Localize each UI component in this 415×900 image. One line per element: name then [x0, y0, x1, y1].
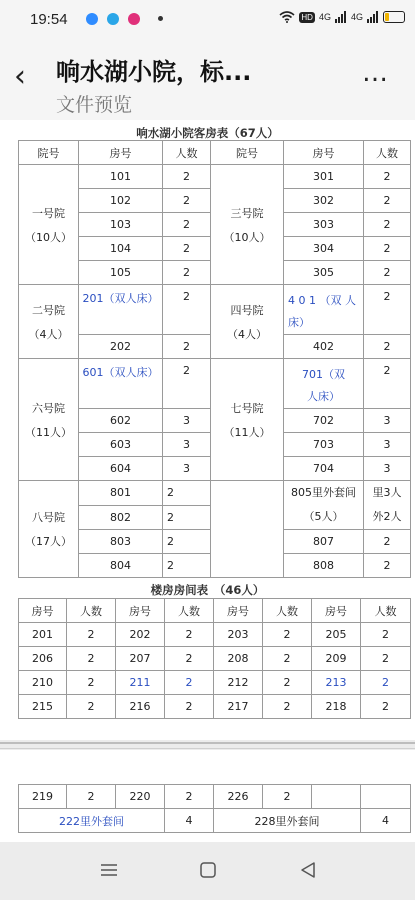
room-cell: 102 [79, 189, 163, 213]
people-cell: 2 [163, 189, 211, 213]
signal-icon [335, 11, 347, 23]
navigation-bar [0, 848, 415, 900]
special-room-count: （5人） [303, 510, 344, 523]
status-time: 19:54 [30, 11, 68, 28]
people-cell: 2 [165, 623, 214, 647]
room-cell: 302 [284, 189, 364, 213]
courtyard-count: （11人） [25, 425, 72, 439]
back-triangle-icon[interactable] [299, 860, 317, 880]
people-cell: 2 [364, 261, 411, 285]
courtyard-count: （10人） [223, 230, 271, 244]
courtyard-cell [19, 285, 79, 359]
people-cell: 2 [163, 165, 211, 189]
header-cell: 房号 [116, 599, 165, 623]
people-cell: 2 [67, 647, 116, 671]
people-cell: 2 [364, 554, 411, 578]
app-notification-icon [86, 13, 98, 25]
courtyard-count: （10人） [25, 230, 72, 244]
people-cell: 2 [163, 285, 211, 335]
people-cell: 2 [163, 213, 211, 237]
app-notification-icon [128, 13, 140, 25]
people-cell: 2 [364, 213, 411, 237]
people-cell: 2 [364, 335, 411, 359]
room-cell: 704 [284, 457, 364, 481]
page-divider [0, 742, 415, 744]
courtyard-name: 二号院 [32, 303, 65, 317]
courtyard-cell [211, 285, 284, 359]
room-cell: 702 [284, 409, 364, 433]
table-row [19, 165, 411, 189]
header-cell: 房号 [79, 141, 163, 165]
header-cell: 人数 [361, 599, 411, 623]
special-room-cell: 222里外套间 [19, 809, 165, 833]
people-cell: 2 [67, 623, 116, 647]
room-cell: 101 [79, 165, 163, 189]
special-room-name: 805里外套间 [291, 486, 356, 499]
header-cell: 房号 [214, 599, 263, 623]
courtyard-name: 一号院 [32, 206, 65, 220]
table-row [19, 785, 411, 809]
room-cell: 104 [79, 237, 163, 261]
empty-cell [211, 481, 284, 578]
people-cell: 2 [364, 530, 411, 554]
room-cell: 220 [116, 785, 165, 809]
people-cell [361, 785, 411, 809]
more-notifications-icon [158, 16, 163, 21]
room-cell: 207 [116, 647, 165, 671]
header-cell: 人数 [263, 599, 312, 623]
wifi-icon [279, 11, 295, 23]
people-cell: 2 [163, 335, 211, 359]
room-cell: 202 [79, 335, 163, 359]
table-header-row [19, 141, 411, 165]
guest-room-table [18, 140, 411, 578]
room-cell: 219 [19, 785, 67, 809]
table-row [19, 481, 411, 506]
room-cell: 215 [19, 695, 67, 719]
courtyard-cell [211, 359, 284, 481]
table-row [19, 623, 411, 647]
more-options-button[interactable]: … [362, 58, 391, 88]
room-cell: 226 [214, 785, 263, 809]
courtyard-count: （17人） [25, 535, 72, 548]
hd-icon: HD [301, 12, 313, 22]
home-square-icon[interactable] [199, 860, 217, 880]
header-cell: 院号 [211, 141, 284, 165]
table2-caption: 楼房房间表 （46人） [150, 583, 265, 597]
room-cell: 301 [284, 165, 364, 189]
room-cell: 304 [284, 237, 364, 261]
room-cell: 209 [312, 647, 361, 671]
table1-caption: 响水湖小院客房表（67人） [136, 126, 279, 140]
courtyard-name: 三号院 [230, 206, 264, 220]
courtyard-count: （11人） [223, 425, 271, 439]
table-row [19, 359, 411, 409]
people-cell: 4 [361, 809, 411, 833]
header-cell: 院号 [19, 141, 79, 165]
courtyard-name: 四号院 [230, 303, 264, 317]
courtyard-cell [19, 481, 79, 578]
people-cell: 2 [361, 671, 411, 695]
header [0, 40, 415, 120]
room-cell: 202 [116, 623, 165, 647]
room-cell: 808 [284, 554, 364, 578]
people-cell: 2 [163, 481, 211, 506]
app-notification-icon [107, 13, 119, 25]
room-cell: 203 [214, 623, 263, 647]
header-cell: 房号 [284, 141, 364, 165]
people-cell: 2 [263, 647, 312, 671]
people-cell: 2 [364, 237, 411, 261]
room-cell: 211 [116, 671, 165, 695]
room-cell: 801 [79, 481, 163, 506]
battery-icon [383, 11, 405, 23]
building-room-table [18, 598, 411, 719]
people-cell: 2 [361, 695, 411, 719]
room-cell: 703 [284, 433, 364, 457]
table-row [19, 695, 411, 719]
room-cell: 217 [214, 695, 263, 719]
room-cell: 701（双人床） [284, 359, 364, 409]
menu-icon[interactable] [100, 860, 118, 880]
room-cell: 803 [79, 530, 163, 554]
people-cell: 2 [364, 189, 411, 213]
room-cell: 602 [79, 409, 163, 433]
room-cell: 402 [284, 335, 364, 359]
people-cell: 2 [67, 785, 116, 809]
room-cell: 603 [79, 433, 163, 457]
courtyard-count: （4人） [28, 327, 69, 341]
page-title: 响水湖小院，标... [56, 58, 252, 86]
status-bar [0, 0, 415, 40]
table-row [19, 647, 411, 671]
table-row [19, 285, 411, 335]
courtyard-count: （4人） [227, 327, 267, 341]
back-button[interactable]: ‹ [14, 59, 26, 94]
table-header-row [19, 599, 411, 623]
people-cell: 2 [361, 623, 411, 647]
signal-icon [367, 11, 379, 23]
people-cell: 2 [263, 623, 312, 647]
header-cell: 房号 [312, 599, 361, 623]
people-cell: 2 [163, 237, 211, 261]
people-cell: 3 [364, 433, 411, 457]
room-cell: 105 [79, 261, 163, 285]
network-4g-label: 4G [318, 12, 331, 22]
people-cell: 2 [165, 785, 214, 809]
table-row [19, 809, 411, 833]
people-cell: 2 [364, 359, 411, 409]
page-divider [0, 748, 415, 749]
page-subtitle: 文件预览 [56, 94, 133, 116]
room-cell: 205 [312, 623, 361, 647]
courtyard-name: 八号院 [32, 511, 65, 524]
people-cell: 2 [163, 505, 211, 530]
people-cell: 2 [163, 530, 211, 554]
people-cell: 3 [163, 433, 211, 457]
people-cell: 3 [163, 409, 211, 433]
document-page [0, 750, 415, 842]
room-cell [312, 785, 361, 809]
special-room-cell: 228里外套间 [214, 809, 361, 833]
room-cell: 804 [79, 554, 163, 578]
header-cell: 人数 [165, 599, 214, 623]
people-cell: 2 [67, 695, 116, 719]
header-cell: 人数 [163, 141, 211, 165]
room-cell: 208 [214, 647, 263, 671]
battery-level [385, 13, 389, 21]
room-cell: 802 [79, 505, 163, 530]
people-cell: 2 [263, 671, 312, 695]
room-cell: 201（双人床） [79, 285, 163, 335]
room-cell: 103 [79, 213, 163, 237]
room-cell: 201 [19, 623, 67, 647]
people-cell: 3 [364, 409, 411, 433]
room-cell: 213 [312, 671, 361, 695]
special-people-cell: 里3人外2人 [364, 481, 411, 530]
courtyard-cell [211, 165, 284, 285]
header-cell: 人数 [364, 141, 411, 165]
header-cell: 人数 [67, 599, 116, 623]
people-cell: 2 [263, 695, 312, 719]
people-cell: 2 [163, 261, 211, 285]
network-4g-label: 4G [350, 12, 363, 22]
people-cell: 2 [364, 165, 411, 189]
room-cell: 210 [19, 671, 67, 695]
room-cell: 216 [116, 695, 165, 719]
room-cell: 305 [284, 261, 364, 285]
table-row [19, 671, 411, 695]
courtyard-name: 六号院 [32, 401, 65, 415]
people-cell: 2 [163, 554, 211, 578]
people-cell: 3 [364, 457, 411, 481]
people-cell: 2 [165, 695, 214, 719]
room-cell: 218 [312, 695, 361, 719]
people-cell: 2 [165, 647, 214, 671]
people-cell: 4 [165, 809, 214, 833]
people-cell: 2 [67, 671, 116, 695]
people-cell: 2 [361, 647, 411, 671]
header-cell: 房号 [19, 599, 67, 623]
courtyard-name: 七号院 [230, 401, 264, 415]
courtyard-cell [19, 359, 79, 481]
people-cell: 2 [364, 285, 411, 335]
room-cell: 303 [284, 213, 364, 237]
room-cell: 212 [214, 671, 263, 695]
room-cell: 601（双人床） [79, 359, 163, 409]
building-room-table-continued [18, 784, 411, 833]
people-cell: 3 [163, 457, 211, 481]
document-page [0, 120, 415, 740]
courtyard-cell [19, 165, 79, 285]
status-indicators [279, 11, 405, 23]
room-cell: 604 [79, 457, 163, 481]
room-cell: 807 [284, 530, 364, 554]
people-cell: 2 [163, 359, 211, 409]
special-room-cell [284, 481, 364, 530]
people-cell: 2 [263, 785, 312, 809]
room-cell: 206 [19, 647, 67, 671]
room-cell: 4 0 1 （双 人 床） [284, 285, 364, 335]
people-cell: 2 [165, 671, 214, 695]
